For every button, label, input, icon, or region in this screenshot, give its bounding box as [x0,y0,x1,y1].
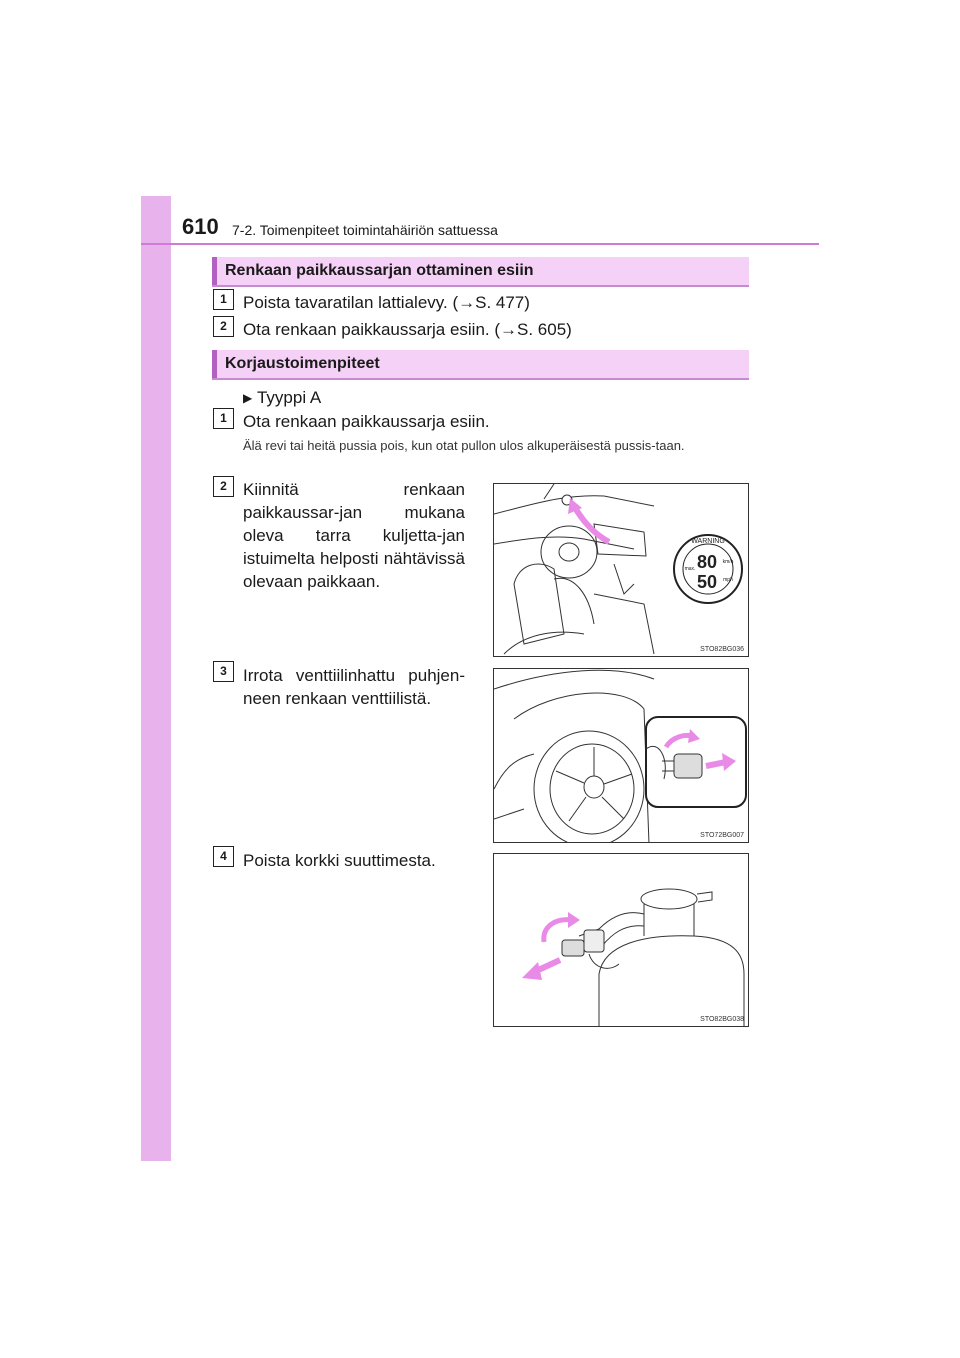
header-divider [141,243,819,245]
figure-code: STO82BG038 [700,1016,744,1023]
section-heading-take-out-kit: Renkaan paikkaussarjan ottaminen esiin [212,257,749,287]
bullet-arrow-icon: ▶ [243,391,253,405]
type-label: ▶ Tyyppi A [243,388,322,407]
svg-text:WARNING: WARNING [691,538,725,545]
svg-text:80: 80 [696,552,718,572]
svg-text:max.: max. [684,566,696,572]
step-text: Ota renkaan paikkaussarja esiin. [243,412,490,431]
side-color-bar [141,196,171,1161]
step-number: 2 [213,316,234,337]
car-interior-illustration [494,484,749,657]
figure-code: STO82BG036 [700,646,744,653]
step-number: 4 [213,846,234,867]
svg-text:km/h: km/h [722,559,734,565]
step-text: Irrota venttiilinhattu puhjen-neen renkaan venttiilistä. [243,666,465,708]
step-text: Poista korkki suuttimesta. [243,851,436,870]
warning-sticker-icon [674,535,742,603]
step-note: Älä revi tai heitä pussia pois, kun otat pullon ulos alkuperäisestä pussis-taan. [243,438,685,453]
figure-valve-cap [493,668,749,843]
page-number: 610 [182,214,219,239]
svg-text:mph: mph [723,577,733,583]
step-text: Ota renkaan paikkaussarja esiin. (→S. 605) [243,320,572,339]
step-number: 3 [213,661,234,682]
figure-code: STO72BG007 [700,832,744,839]
svg-text:50: 50 [696,572,718,592]
bottle-illustration [494,854,749,1027]
figure-sticker-placement [493,483,749,657]
section-heading-repair-steps: Korjaustoimenpiteet [212,350,749,380]
wheel-illustration [494,669,749,843]
step-number: 1 [213,289,234,310]
figure-nozzle-cap [493,853,749,1027]
step-text: Kiinnitä renkaan paikkaussar-jan mukana oleva tarra kuljetta-jan istuimelta helposti nähtävissä olevaan paikkaan. [243,480,465,591]
step-number: 2 [213,476,234,497]
chapter-title: 7-2. Toimenpiteet toimintahäiriön sattuessa [232,222,498,238]
step-text: Poista tavaratilan lattialevy. (→S. 477) [243,293,530,312]
step-number: 1 [213,408,234,429]
